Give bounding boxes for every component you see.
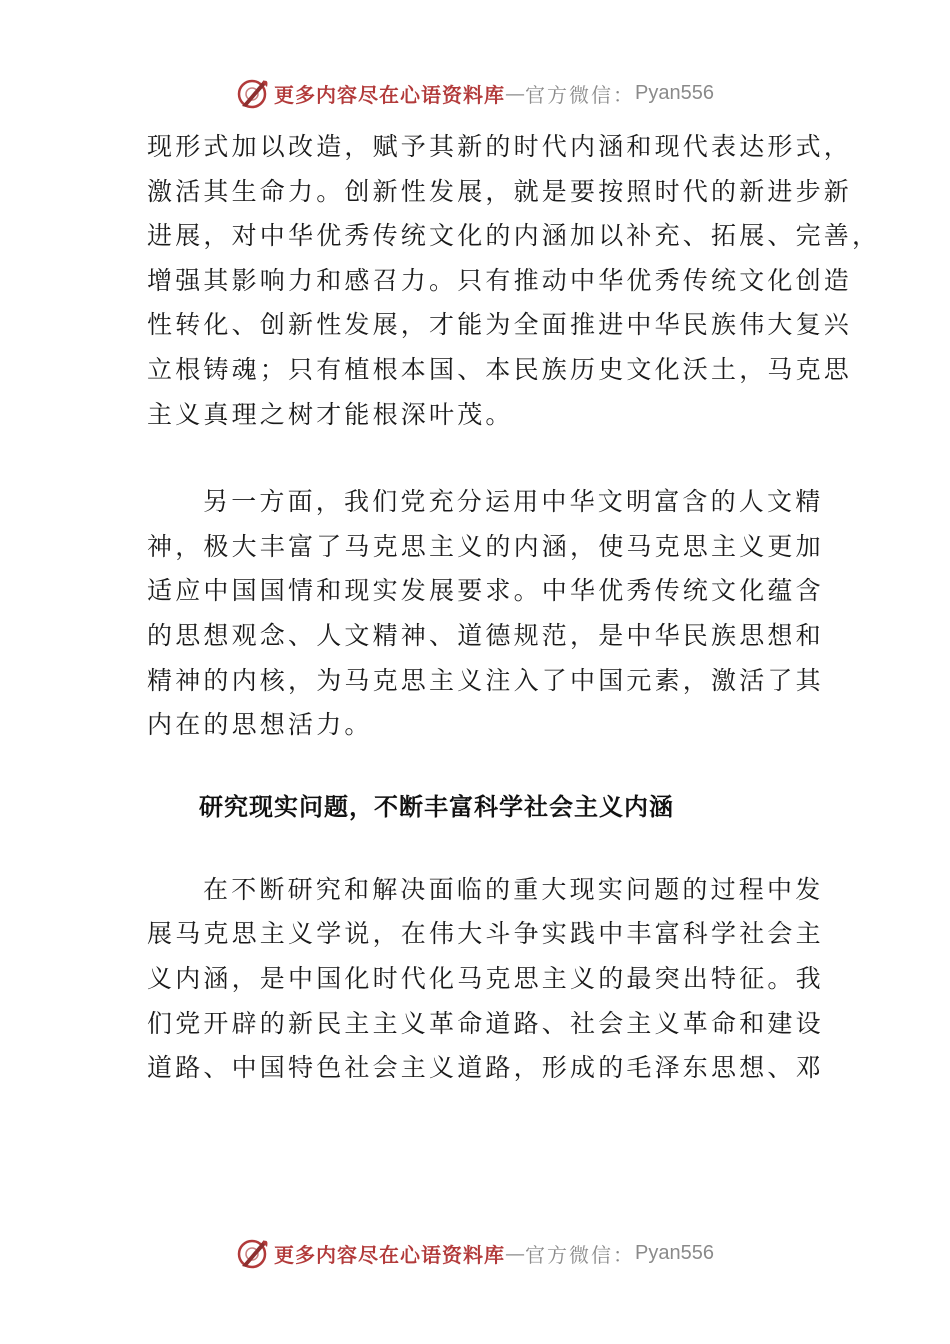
paragraph-1 — [147, 125, 881, 437]
text-line: 精神的内核，为马克思主义注入了中国元素，激活了其 — [147, 665, 824, 695]
text-line: 立根铸魂；只有植根本国、本民族历史文化沃土，马克思 — [147, 354, 853, 384]
text-line: 的思想观念、人文精神、道德规范，是中华民族思想和 — [147, 620, 824, 650]
header-banner — [0, 73, 950, 113]
text-line: 进展，对中华优秀传统文化的内涵加以补充、拓展、完善， — [147, 221, 881, 251]
text-line: 道路、中国特色社会主义道路，形成的毛泽东思想、邓 — [147, 1053, 824, 1083]
footer-wechat-account: Pyan556 — [635, 1241, 714, 1264]
quill-logo-icon — [236, 1236, 270, 1270]
text-line: 现形式加以改造，赋予其新的时代内涵和现代表达形式， — [147, 132, 853, 161]
quill-logo-icon — [236, 76, 270, 110]
paragraph-2 — [147, 480, 837, 748]
text-line: 神，极大丰富了马克思主义的内涵，使马克思主义更加 — [147, 531, 824, 561]
footer-separator: — — [505, 1241, 526, 1265]
text-line: 内在的思想活力。 — [147, 710, 373, 740]
document-body — [147, 125, 881, 1091]
header-separator: — — [505, 81, 526, 105]
text-line: 义内涵，是中国化时代化马克思主义的最突出特征。我 — [147, 963, 824, 993]
footer-wechat-label: 官方微信： — [525, 1242, 636, 1267]
text-line: 适应中国国情和现实发展要求。中华优秀传统文化蕴含 — [147, 576, 824, 606]
text-line: 展马克思主义学说，在伟大斗争实践中丰富科学社会主 — [147, 919, 824, 949]
footer-brand-text: 更多内容尽在心语资料库 — [274, 1242, 506, 1267]
text-line: 激活其生命力。创新性发展，就是要按照时代的新进步新 — [147, 176, 853, 206]
footer-banner — [0, 1233, 950, 1273]
text-line: 增强其影响力和感召力。只有推动中华优秀传统文化创造 — [147, 265, 853, 295]
text-line: 主义真理之树才能根深叶茂。 — [147, 399, 514, 429]
header-wechat-account: Pyan556 — [635, 81, 714, 104]
header-brand-text: 更多内容尽在心语资料库 — [274, 82, 506, 107]
paragraph-3 — [147, 868, 837, 1091]
section-heading: 研究现实问题，不断丰富科学社会主义内涵 — [199, 792, 674, 821]
text-line: 们党开辟的新民主主义革命道路、社会主义革命和建设 — [147, 1008, 824, 1038]
text-line: 另一方面，我们党充分运用中华文明富含的人文精 — [203, 487, 824, 517]
header-wechat-label: 官方微信： — [525, 82, 636, 107]
text-line: 在不断研究和解决面临的重大现实问题的过程中发 — [203, 874, 824, 904]
text-line: 性转化、创新性发展，才能为全面推进中华民族伟大复兴 — [147, 310, 853, 340]
